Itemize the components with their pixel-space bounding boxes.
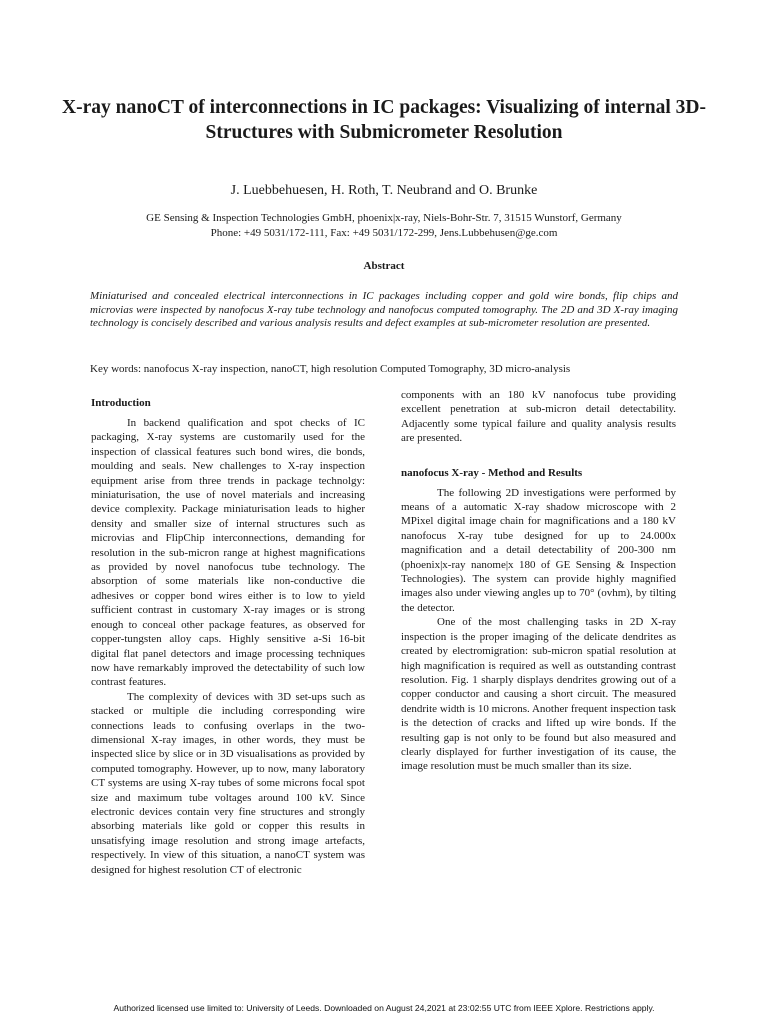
introduction-paragraph-2: The complexity of devices with 3D set-ups such as stacked or multiple die including corresponding wire connections leads to confusing overlaps in the two-dimensional X-ray images, in other words, they must be inspected slice by slice or in 3D visualisations as provided by computed tomography. However, up to now, many laboratory CT systems are using X-ray tubes of some microns focal spot size and maximum tube voltages around 100 kV. Since electronic devices contain very fine structures and strongly absorbing materials like gold or copper this results in unsatisfying image resolution and strong image artefacts, respectively. In view of this situation, a nanoCT system was designed for highest resolution CT of electronic xyxy=(91,690,365,876)
abstract-heading: Abstract xyxy=(363,260,405,272)
method-paragraph-1: The following 2D investigations were performed by means of a automatic X-ray shadow microscope with 2 MPixel digital image chain for magnifications and a 180 kV nanofocus X-ray tube designed for up to 24.000x magnification and a detail detectability of 200-300 nm (phoenix|x-ray nanome|x 180 of GE Sensing & Inspection Technologies). The system can provide highly magnified images also under viewing angles up to 70° (ovhm), by tilting the detector. xyxy=(401,486,676,614)
right-column xyxy=(401,388,676,774)
author-list: J. Luebbehuesen, H. Roth, T. Neubrand and O. Brunke xyxy=(230,183,538,198)
introduction-heading: Introduction xyxy=(91,397,151,409)
left-column xyxy=(91,396,365,877)
paper-title: X-ray nanoCT of interconnections in IC packages: Visualizing of internal 3D-Structures with Submicrometer Resolution xyxy=(62,97,706,143)
affiliation-address: GE Sensing & Inspection Technologies GmbH, phoenix|x-ray, Niels-Bohr-Str. 7, 31515 Wunstorf, Germany xyxy=(146,212,622,224)
keywords: Key words: nanofocus X-ray inspection, nanoCT, high resolution Computed Tomography, 3D micro-analysis xyxy=(90,363,571,375)
license-footer: Authorized licensed use limited to: University of Leeds. Downloaded on August 24,2021 at 23:02:55 UTC from IEEE Xplore. Restrictions apply. xyxy=(113,1003,655,1013)
abstract-text: Miniaturised and concealed electrical interconnections in IC packages including copper and gold wire bonds, flip chips and microvias were inspected by nanofocus X-ray tube technology and nanofocus computed tomography. The 2D and 3D X-ray imaging technology is concisely described and various analysis results and defect examples at sub-micrometer resolution are presented. xyxy=(90,290,678,330)
method-heading: nanofocus X-ray - Method and Results xyxy=(401,466,583,479)
affiliation-contact: Phone: +49 5031/172-111, Fax: +49 5031/172-299, Jens.Lubbehusen@ge.com xyxy=(210,227,558,239)
affiliation xyxy=(60,211,708,241)
method-paragraph-2: One of the most challenging tasks in 2D X-ray inspection is the proper imaging of the delicate dendrites as created by electromigration: sub-micron spatial resolution at high magnification is required as well as outstanding contrast resolution. Fig. 1 sharply displays dendrites growing out of a copper conductor and causing a short circuit. The measured dendrite width is 10 microns. Another frequent inspection task is the detection of cracks and lifted up wire bonds. If the resulting gap is not only to be found but also measured and clearly displayed for further investigation of its cause, the image resolution must be much smaller than its size. xyxy=(401,616,676,773)
introduction-paragraph-3: components with an 180 kV nanofocus tube providing excellent penetration at sub-micron detail detectability. Adjacently some typical failure and quality analysis results are presented. xyxy=(401,389,676,445)
introduction-paragraph-1: In backend qualification and spot checks of IC packaging, X-ray systems are customarily used for the inspection of classical features such bond wires, die bonds, moulding and seals. New challenges to X-ray inspection equipment arise from three trends in package technolgy: miniaturisation, the use of novel materials and increasing device complexity. Package miniaturisation leads to higher density and smaller size of internal structures such as microvias and FlipChip interconnections, demanding for resolution in the sub-micron range at highest magnifications as provided by novel nanofocus tube technology. The absorption of some materials like non-conductive die adhesives or copper bond wires either is to low to yield sufficient contrast in customary X-ray images or is strong enough to conceal other package features, as observed for copper-tungsten alloy caps. Highly sensitive a-Si 16-bit digital flat panel detectors and image processing techniques now have remarkably improved the detectability of such low contrast features. xyxy=(91,417,365,689)
